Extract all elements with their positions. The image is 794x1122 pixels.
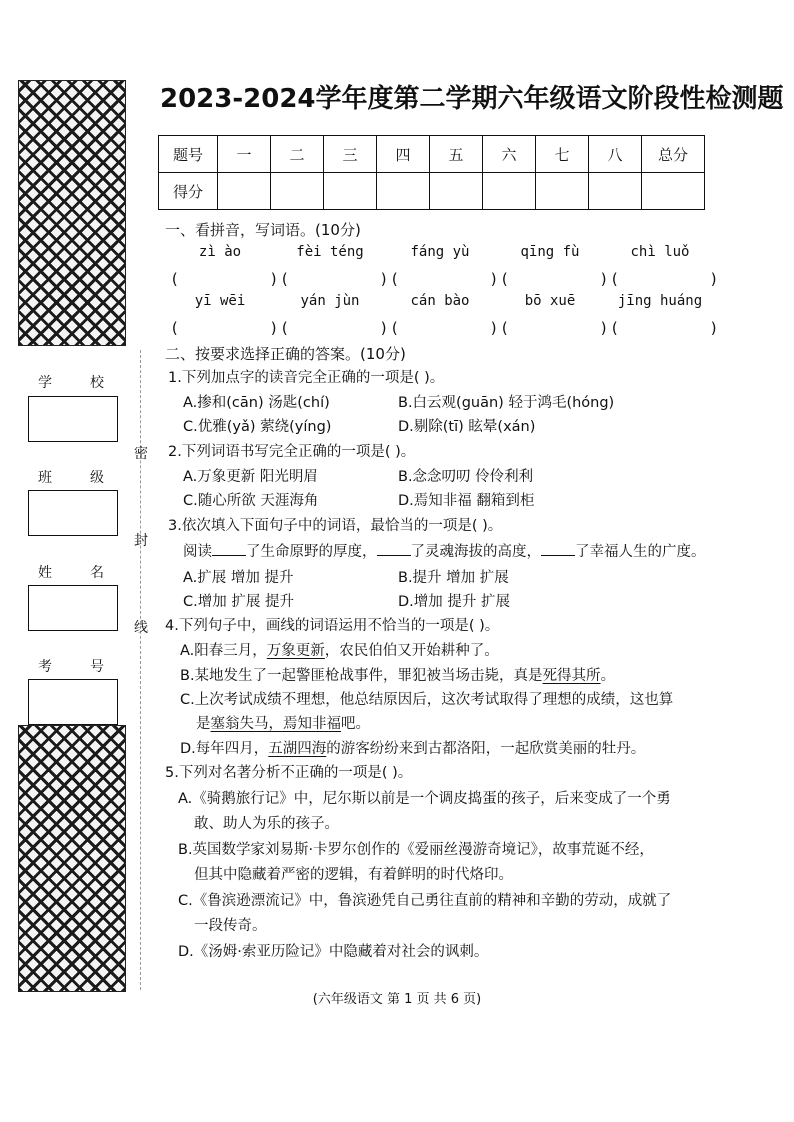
score-table: [158, 135, 705, 210]
q1-option-a[interactable]: A.掺和(cān) 汤匙(chí): [183, 395, 330, 411]
q4-a-underlined: 万象更新: [266, 643, 325, 659]
seal-char-xian: 线: [134, 620, 148, 636]
score-header-cell: 四: [377, 136, 430, 173]
q5-option-a-line1[interactable]: A.《骑鹅旅行记》中，尼尔斯以前是一个调皮捣蛋的孩子，后来变成了一个勇: [178, 791, 671, 807]
pinyin-text: chì luǒ: [630, 244, 690, 260]
name-label-a: 姓: [38, 565, 52, 581]
q5-option-c-line2: 一段传奇。: [194, 918, 267, 934]
class-label-a: 班: [38, 470, 52, 486]
score-header-cell: 七: [536, 136, 589, 173]
exam-number-field[interactable]: [28, 679, 118, 725]
pinyin-text: qīng fù: [520, 244, 580, 260]
q3-stem: 3.依次填入下面句子中的词语，最恰当的一项是( )。: [168, 518, 503, 534]
class-label-b: 级: [90, 470, 104, 486]
q4-stem: 4.下列句子中，画线的词语运用不恰当的一项是( )。: [165, 618, 500, 634]
pinyin-text: fáng yù: [410, 244, 470, 260]
q1-option-d[interactable]: D.剔除(tī) 眩晕(xán): [398, 419, 536, 435]
answer-blank[interactable]: ( ): [610, 270, 719, 288]
score-row-label: 得分: [159, 173, 218, 210]
pinyin-item: [610, 244, 719, 288]
exam-label-b: 号: [90, 659, 104, 675]
q3-fill-text: 了生命原野的厚度，: [246, 544, 377, 560]
q5-option-b-line1[interactable]: B.英国数学家刘易斯·卡罗尔创作的《爱丽丝漫游奇境记》，故事荒诞不经，: [178, 842, 654, 858]
q2-option-b[interactable]: B.念念叨叨 伶伶利利: [398, 469, 534, 485]
score-header-cell: 题号: [159, 136, 218, 173]
class-label: [28, 467, 114, 487]
score-cell[interactable]: [218, 173, 271, 210]
school-label-a: 学: [38, 375, 52, 391]
answer-blank[interactable]: ( ): [390, 319, 499, 337]
answer-blank[interactable]: ( ): [610, 319, 719, 337]
class-field[interactable]: [28, 490, 118, 536]
score-cell[interactable]: [377, 173, 430, 210]
seal-char-mi: 密: [134, 446, 148, 462]
pinyin-item: [170, 293, 279, 337]
answer-blank[interactable]: ( ): [500, 270, 609, 288]
name-label-b: 名: [90, 565, 104, 581]
pinyin-item: [390, 293, 499, 337]
answer-blank[interactable]: ( ): [170, 270, 279, 288]
pinyin-item: [500, 244, 609, 288]
q2-option-a[interactable]: A.万象更新 阳光明眉: [183, 469, 318, 485]
q4-b-text: 。: [600, 668, 616, 684]
pinyin-item: [280, 244, 389, 288]
q4-a-text: A.阳春三月，: [180, 643, 267, 659]
q1-option-b[interactable]: B.白云观(guān) 轻于鸿毛(hóng): [398, 395, 615, 411]
q3-option-b[interactable]: B.提升 增加 扩展: [398, 570, 509, 586]
answer-blank[interactable]: ( ): [500, 319, 609, 337]
q2-option-d[interactable]: D.焉知非福 翻箱到柜: [398, 493, 535, 509]
pinyin-text: zì ào: [198, 244, 242, 260]
pinyin-text: yī wēi: [194, 293, 246, 309]
score-header-cell: 总分: [642, 136, 705, 173]
score-cell[interactable]: [536, 173, 589, 210]
pinyin-item: [170, 244, 279, 288]
section1-title: 一、看拼音，写词语。(10分): [165, 221, 361, 239]
q4-option-b[interactable]: [180, 664, 615, 685]
q4-option-c-line2: [196, 712, 370, 733]
q4-b-underlined: 死得其所: [542, 668, 601, 684]
answer-blank[interactable]: ( ): [390, 270, 499, 288]
answer-blank[interactable]: ( ): [280, 319, 389, 337]
score-cell[interactable]: [271, 173, 324, 210]
q5-option-d[interactable]: D.《汤姆·索亚历险记》中隐藏着对社会的讽刺。: [178, 944, 489, 960]
seal-char-feng: 封: [134, 533, 148, 549]
q4-option-a[interactable]: [180, 639, 499, 660]
pinyin-item: [500, 293, 609, 337]
q3-option-c[interactable]: C.增加 扩展 提升: [183, 594, 294, 610]
score-table-header-row: [159, 136, 705, 173]
score-header-cell: 八: [589, 136, 642, 173]
q4-c-text: 吧。: [341, 716, 370, 732]
score-table-score-row: [159, 173, 705, 210]
q5-option-b-line2: 但其中隐藏着严密的逻辑，有着鲜明的时代烙印。: [194, 867, 513, 883]
pinyin-text: bō xuē: [524, 293, 576, 309]
q3-blank[interactable]: [212, 541, 246, 556]
score-header-cell: 五: [430, 136, 483, 173]
score-cell[interactable]: [589, 173, 642, 210]
pinyin-item: [280, 293, 389, 337]
q3-fill-text: 阅读: [183, 544, 212, 560]
school-label-b: 校: [90, 375, 104, 391]
page-title: 2023-2024学年度第二学期六年级语文阶段性检测题: [160, 84, 784, 114]
pinyin-text: fèi téng: [296, 244, 364, 260]
q3-fill-sentence: [183, 540, 706, 561]
q3-blank[interactable]: [377, 541, 411, 556]
score-header-cell: 二: [271, 136, 324, 173]
pinyin-item: [610, 293, 719, 337]
q4-d-text: D.每年四月，: [180, 741, 269, 757]
score-header-cell: 三: [324, 136, 377, 173]
q1-option-c[interactable]: C.优雅(yǎ) 萦绕(yíng): [183, 419, 332, 435]
q3-fill-text: 了灵魂海拔的高度，: [410, 544, 541, 560]
q4-c-text: 是: [196, 716, 211, 732]
q4-b-text: B.某地发生了一起警匪枪战事件，罪犯被当场击毙，真是: [180, 668, 543, 684]
page-footer: (六年级语文 第 1 页 共 6 页): [312, 992, 482, 1007]
q3-blank[interactable]: [541, 541, 575, 556]
exam-label-a: 考: [38, 659, 52, 675]
name-label: [28, 562, 114, 582]
score-cell[interactable]: [430, 173, 483, 210]
q2-option-c[interactable]: C.随心所欲 天涯海角: [183, 493, 319, 509]
name-field[interactable]: [28, 585, 118, 631]
score-header-cell: 一: [218, 136, 271, 173]
exam-number-label: [28, 656, 114, 676]
q5-option-a-line2: 敢、助人为乐的孩子。: [194, 816, 339, 832]
score-header-cell: 六: [483, 136, 536, 173]
score-cell[interactable]: [483, 173, 536, 210]
score-cell[interactable]: [324, 173, 377, 210]
q2-stem: 2.下列词语书写完全正确的一项是( )。: [168, 444, 416, 460]
score-cell[interactable]: [642, 173, 705, 210]
q4-option-c-line1[interactable]: C.上次考试成绩不理想，他总结原因后，这次考试取得了理想的成绩，这也算: [180, 692, 674, 708]
section2-title: 二、按要求选择正确的答案。(10分): [165, 345, 406, 363]
pinyin-item: [390, 244, 499, 288]
q4-d-text: 的游客纷纷来到古都洛阳，一起欣赏美丽的牡丹。: [326, 741, 646, 757]
pinyin-text: jīng huáng: [617, 293, 703, 309]
school-field[interactable]: [28, 396, 118, 442]
answer-blank[interactable]: ( ): [170, 319, 279, 337]
q5-stem: 5.下列对名著分析不正确的一项是( )。: [165, 765, 413, 781]
q4-option-d[interactable]: [180, 737, 645, 758]
q4-c-underlined: 塞翁失马，焉知非福: [210, 716, 341, 732]
q3-fill-text: 了幸福人生的广度。: [575, 544, 706, 560]
q5-option-c-line1[interactable]: C.《鲁滨逊漂流记》中，鲁滨逊凭自己勇往直前的精神和辛勤的劳动，成就了: [178, 893, 672, 909]
q3-option-d[interactable]: D.增加 提升 扩展: [398, 594, 510, 610]
q4-d-underlined: 五湖四海: [268, 741, 327, 757]
q1-stem: 1.下列加点字的读音完全正确的一项是( )。: [168, 370, 445, 386]
decorative-pattern-bottom: [18, 725, 126, 992]
answer-blank[interactable]: ( ): [280, 270, 389, 288]
school-label: [28, 372, 114, 392]
pinyin-text: cán bào: [410, 293, 470, 309]
decorative-pattern-top: [18, 80, 126, 346]
pinyin-text: yán jùn: [300, 293, 360, 309]
q4-a-text: ，农民伯伯又开始耕种了。: [324, 643, 499, 659]
q3-option-a[interactable]: A.扩展 增加 提升: [183, 570, 294, 586]
